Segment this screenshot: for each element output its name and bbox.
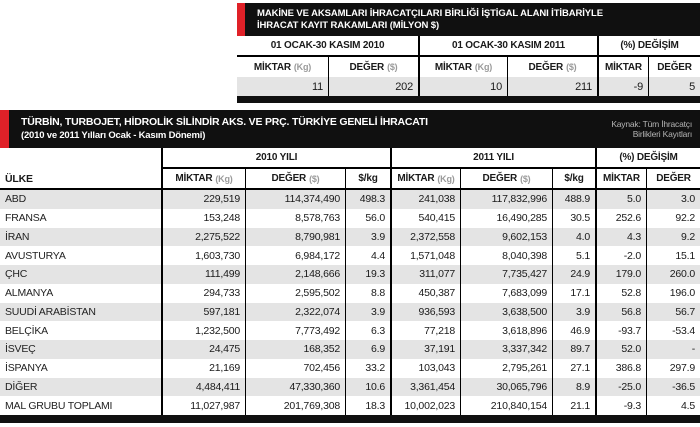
value-cell: 46.9 <box>552 321 595 340</box>
col-header-deger-2011 <box>507 57 597 77</box>
value-cell: 2,148,666 <box>245 265 345 284</box>
country-table-header <box>0 110 700 148</box>
table-row <box>0 190 700 209</box>
value-cell: 103,043 <box>390 359 460 378</box>
col-label: DEĞER <box>271 173 307 184</box>
country-cell: MAL GRUBU TOPLAMI <box>5 399 113 412</box>
value-cell: 211 <box>507 77 597 96</box>
table-row <box>0 359 700 378</box>
red-accent-bar <box>0 110 9 148</box>
group-2011: 2011 YILI <box>390 148 595 169</box>
value-cell: 6.3 <box>345 321 390 340</box>
country-cell: İRAN <box>5 230 30 243</box>
table-row <box>0 321 700 340</box>
col-label: MİKTAR <box>175 173 213 184</box>
group-change: (%) DEĞİŞİM <box>597 36 700 55</box>
value-cell: 4.4 <box>345 246 390 265</box>
table-row <box>0 396 700 415</box>
col-header-deger-2010 <box>245 169 345 188</box>
source-line2: Birlikleri Kayıtları <box>632 129 692 139</box>
summary-bottom-bar <box>237 96 700 103</box>
value-cell: 11,027,987 <box>161 396 245 415</box>
value-cell: 1,603,730 <box>161 246 245 265</box>
col-header-country: ÜLKE <box>5 172 33 185</box>
col-unit: ($) <box>309 173 320 184</box>
value-cell: 3,618,896 <box>460 321 552 340</box>
summary-group-header-row <box>237 36 700 57</box>
col-label: $/kg <box>358 173 378 184</box>
value-cell: -53.4 <box>646 321 700 340</box>
summary-table-header <box>237 3 700 36</box>
value-cell: 3.9 <box>552 303 595 322</box>
value-cell: -36.5 <box>646 378 700 397</box>
col-label: DEĞER <box>349 61 385 73</box>
value-cell: 3.9 <box>345 303 390 322</box>
value-cell: 24,475 <box>161 340 245 359</box>
value-cell: 936,593 <box>390 303 460 322</box>
value-cell: 8.9 <box>552 378 595 397</box>
col-header-deger-change <box>646 169 700 188</box>
table-row <box>0 228 700 247</box>
col-unit: (Kg) <box>437 173 455 184</box>
group-change: (%) DEĞİŞİM <box>595 148 700 169</box>
value-cell: 52.8 <box>595 284 646 303</box>
value-cell: 498.3 <box>345 190 390 209</box>
value-cell: 311,077 <box>390 265 460 284</box>
value-cell: 229,519 <box>161 190 245 209</box>
value-cell: 2,595,502 <box>245 284 345 303</box>
red-accent-bar <box>237 3 245 36</box>
col-header-miktar-change <box>595 169 646 188</box>
table-row <box>0 209 700 228</box>
group-spacer <box>0 148 161 169</box>
country-title-line2: (2010 ve 2011 Yılları Ocak - Kasım Dönemi) <box>21 130 206 141</box>
value-cell: 24.9 <box>552 265 595 284</box>
summary-table <box>237 3 700 103</box>
country-table <box>0 110 700 423</box>
col-unit: ($) <box>520 173 531 184</box>
value-cell: 9.2 <box>646 228 700 247</box>
value-cell: -2.0 <box>595 246 646 265</box>
value-cell: 2,322,074 <box>245 303 345 322</box>
value-cell: 540,415 <box>390 209 460 228</box>
value-cell: 33.2 <box>345 359 390 378</box>
country-cell: BELÇİKA <box>5 324 48 337</box>
col-label: MİKTAR <box>605 61 642 73</box>
value-cell: 488.9 <box>552 190 595 209</box>
col-header-miktar-2011 <box>390 169 460 188</box>
value-cell: 8,790,981 <box>245 228 345 247</box>
value-cell: 16,490,285 <box>460 209 552 228</box>
col-label: DEĞER <box>657 61 692 73</box>
value-cell: 294,733 <box>161 284 245 303</box>
col-label: MİKTAR <box>397 173 435 184</box>
value-cell: -93.7 <box>595 321 646 340</box>
value-cell: 27.1 <box>552 359 595 378</box>
country-cell: İSPANYA <box>5 362 48 375</box>
value-cell: 3,337,342 <box>460 340 552 359</box>
value-cell: 18.3 <box>345 396 390 415</box>
value-cell: 1,232,500 <box>161 321 245 340</box>
value-cell: 5.0 <box>595 190 646 209</box>
value-cell: 7,773,492 <box>245 321 345 340</box>
summary-title-line1: MAKİNE VE AKSAMLARI İHRACATÇILARI BİRLİĞİ İŞTİGAL ALANI İTİBARİYLE <box>257 8 603 19</box>
value-cell: 11 <box>311 80 323 93</box>
value-cell: 3.9 <box>345 228 390 247</box>
value-cell: 21,169 <box>161 359 245 378</box>
value-cell: 2,275,522 <box>161 228 245 247</box>
country-cell: SUUDİ ARABİSTAN <box>5 305 96 318</box>
value-cell: 7,735,427 <box>460 265 552 284</box>
value-cell: 252.6 <box>595 209 646 228</box>
value-cell: 111,499 <box>161 265 245 284</box>
col-unit: (Kg) <box>474 62 493 72</box>
value-cell: 37,191 <box>390 340 460 359</box>
col-label: DEĞER <box>656 173 691 184</box>
value-cell: 19.3 <box>345 265 390 284</box>
value-cell: 4.0 <box>552 228 595 247</box>
value-cell: 47,330,360 <box>245 378 345 397</box>
col-unit: ($) <box>387 62 398 72</box>
value-cell: 8,578,763 <box>245 209 345 228</box>
col-header-miktar-2010 <box>237 57 328 77</box>
country-cell: ALMANYA <box>5 287 54 300</box>
table-row <box>0 265 700 284</box>
value-cell: 92.2 <box>646 209 700 228</box>
group-2010: 01 OCAK-30 KASIM 2010 <box>270 40 385 51</box>
value-cell: 6,984,172 <box>245 246 345 265</box>
value-cell: -25.0 <box>595 378 646 397</box>
value-cell: 7,683,099 <box>460 284 552 303</box>
value-cell: 2,372,558 <box>390 228 460 247</box>
table-row <box>0 303 700 322</box>
col-label: MİKTAR <box>603 173 640 184</box>
table2-body <box>0 190 700 415</box>
table-row <box>0 340 700 359</box>
value-cell: - <box>646 340 700 359</box>
value-cell: 56.0 <box>345 209 390 228</box>
col-unit: (Kg) <box>293 62 312 72</box>
value-cell: 56.8 <box>595 303 646 322</box>
col-header-miktar-2010 <box>161 169 245 188</box>
value-cell: 386.8 <box>595 359 646 378</box>
value-cell: 168,352 <box>245 340 345 359</box>
country-title-line1: TÜRBİN, TURBOJET, HİDROLİK SİLİNDİR AKS. VE PRÇ. TÜRKİYE GENELİ İHRACATI <box>21 116 428 128</box>
value-cell: 153,248 <box>161 209 245 228</box>
country-bottom-bar <box>0 415 700 423</box>
value-cell: 10,002,023 <box>390 396 460 415</box>
value-cell: 56.7 <box>646 303 700 322</box>
value-cell: 17.1 <box>552 284 595 303</box>
value-cell: 597,181 <box>161 303 245 322</box>
value-cell: 5 <box>648 77 700 96</box>
value-cell: 201,769,308 <box>245 396 345 415</box>
col-header-miktar-change <box>597 57 648 77</box>
col-label: MİKTAR <box>253 61 291 73</box>
value-cell: 8,040,398 <box>460 246 552 265</box>
value-cell: 3,638,500 <box>460 303 552 322</box>
col-unit: ($) <box>566 62 577 72</box>
col-header-dollar-per-kg-2010 <box>345 169 390 188</box>
value-cell: 9,602,153 <box>460 228 552 247</box>
source-note <box>611 119 700 140</box>
value-cell: 30,065,796 <box>460 378 552 397</box>
col-header-deger-change <box>648 57 700 77</box>
value-cell: 297.9 <box>646 359 700 378</box>
value-cell: 3.0 <box>646 190 700 209</box>
group-2010: 2010 YILI <box>161 148 390 169</box>
value-cell: 6.9 <box>345 340 390 359</box>
value-cell: 30.5 <box>552 209 595 228</box>
value-cell: 89.7 <box>552 340 595 359</box>
col-unit: (Kg) <box>215 173 233 184</box>
table-row <box>0 378 700 397</box>
col-label: DEĞER <box>528 61 564 73</box>
value-cell: 15.1 <box>646 246 700 265</box>
value-cell: 52.0 <box>595 340 646 359</box>
country-cell: ÇHC <box>5 268 28 281</box>
value-cell: 179.0 <box>595 265 646 284</box>
col-header-miktar-2011 <box>418 57 507 77</box>
value-cell: 260.0 <box>646 265 700 284</box>
table-row <box>0 246 700 265</box>
value-cell: 114,374,490 <box>245 190 345 209</box>
col-label: MİKTAR <box>434 61 472 73</box>
value-cell: 702,456 <box>245 359 345 378</box>
group-2011: 01 OCAK-30 KASIM 2011 <box>418 36 597 55</box>
country-subheader-row <box>0 169 700 190</box>
value-cell: 117,832,996 <box>460 190 552 209</box>
country-cell: DİĞER <box>5 380 38 393</box>
value-cell: 3,361,454 <box>390 378 460 397</box>
summary-title-line2: İHRACAT KAYIT RAKAMLARI (MİLYON $) <box>257 19 440 31</box>
col-header-dollar-per-kg-2011 <box>552 169 595 188</box>
col-label: DEĞER <box>482 173 518 184</box>
country-group-header-row <box>0 148 700 169</box>
country-cell: AVUSTURYA <box>5 249 66 262</box>
value-cell: -9 <box>597 77 648 96</box>
country-cell: FRANSA <box>5 212 47 225</box>
summary-subheader-row <box>237 57 700 77</box>
value-cell: -9.3 <box>595 396 646 415</box>
value-cell: 1,571,048 <box>390 246 460 265</box>
col-header-deger-2011 <box>460 169 552 188</box>
value-cell: 5.1 <box>552 246 595 265</box>
country-table-title <box>9 116 611 142</box>
value-cell: 10 <box>418 77 507 96</box>
value-cell: 10.6 <box>345 378 390 397</box>
value-cell: 21.1 <box>552 396 595 415</box>
value-cell: 2,795,261 <box>460 359 552 378</box>
col-label: $/kg <box>564 173 584 184</box>
country-cell: İSVEÇ <box>5 343 36 356</box>
value-cell: 4,484,411 <box>161 378 245 397</box>
value-cell: 4.3 <box>595 228 646 247</box>
value-cell: 210,840,154 <box>460 396 552 415</box>
summary-value-row <box>237 77 700 96</box>
table-row <box>0 284 700 303</box>
country-cell: ABD <box>5 193 26 206</box>
value-cell: 450,387 <box>390 284 460 303</box>
value-cell: 202 <box>328 77 418 96</box>
source-line1: Kaynak: Tüm İhracatçı <box>611 118 692 129</box>
value-cell: 196.0 <box>646 284 700 303</box>
summary-title <box>245 8 603 31</box>
value-cell: 8.8 <box>345 284 390 303</box>
value-cell: 77,218 <box>390 321 460 340</box>
value-cell: 241,038 <box>390 190 460 209</box>
value-cell: 4.5 <box>646 396 700 415</box>
col-header-deger-2010 <box>328 57 418 77</box>
